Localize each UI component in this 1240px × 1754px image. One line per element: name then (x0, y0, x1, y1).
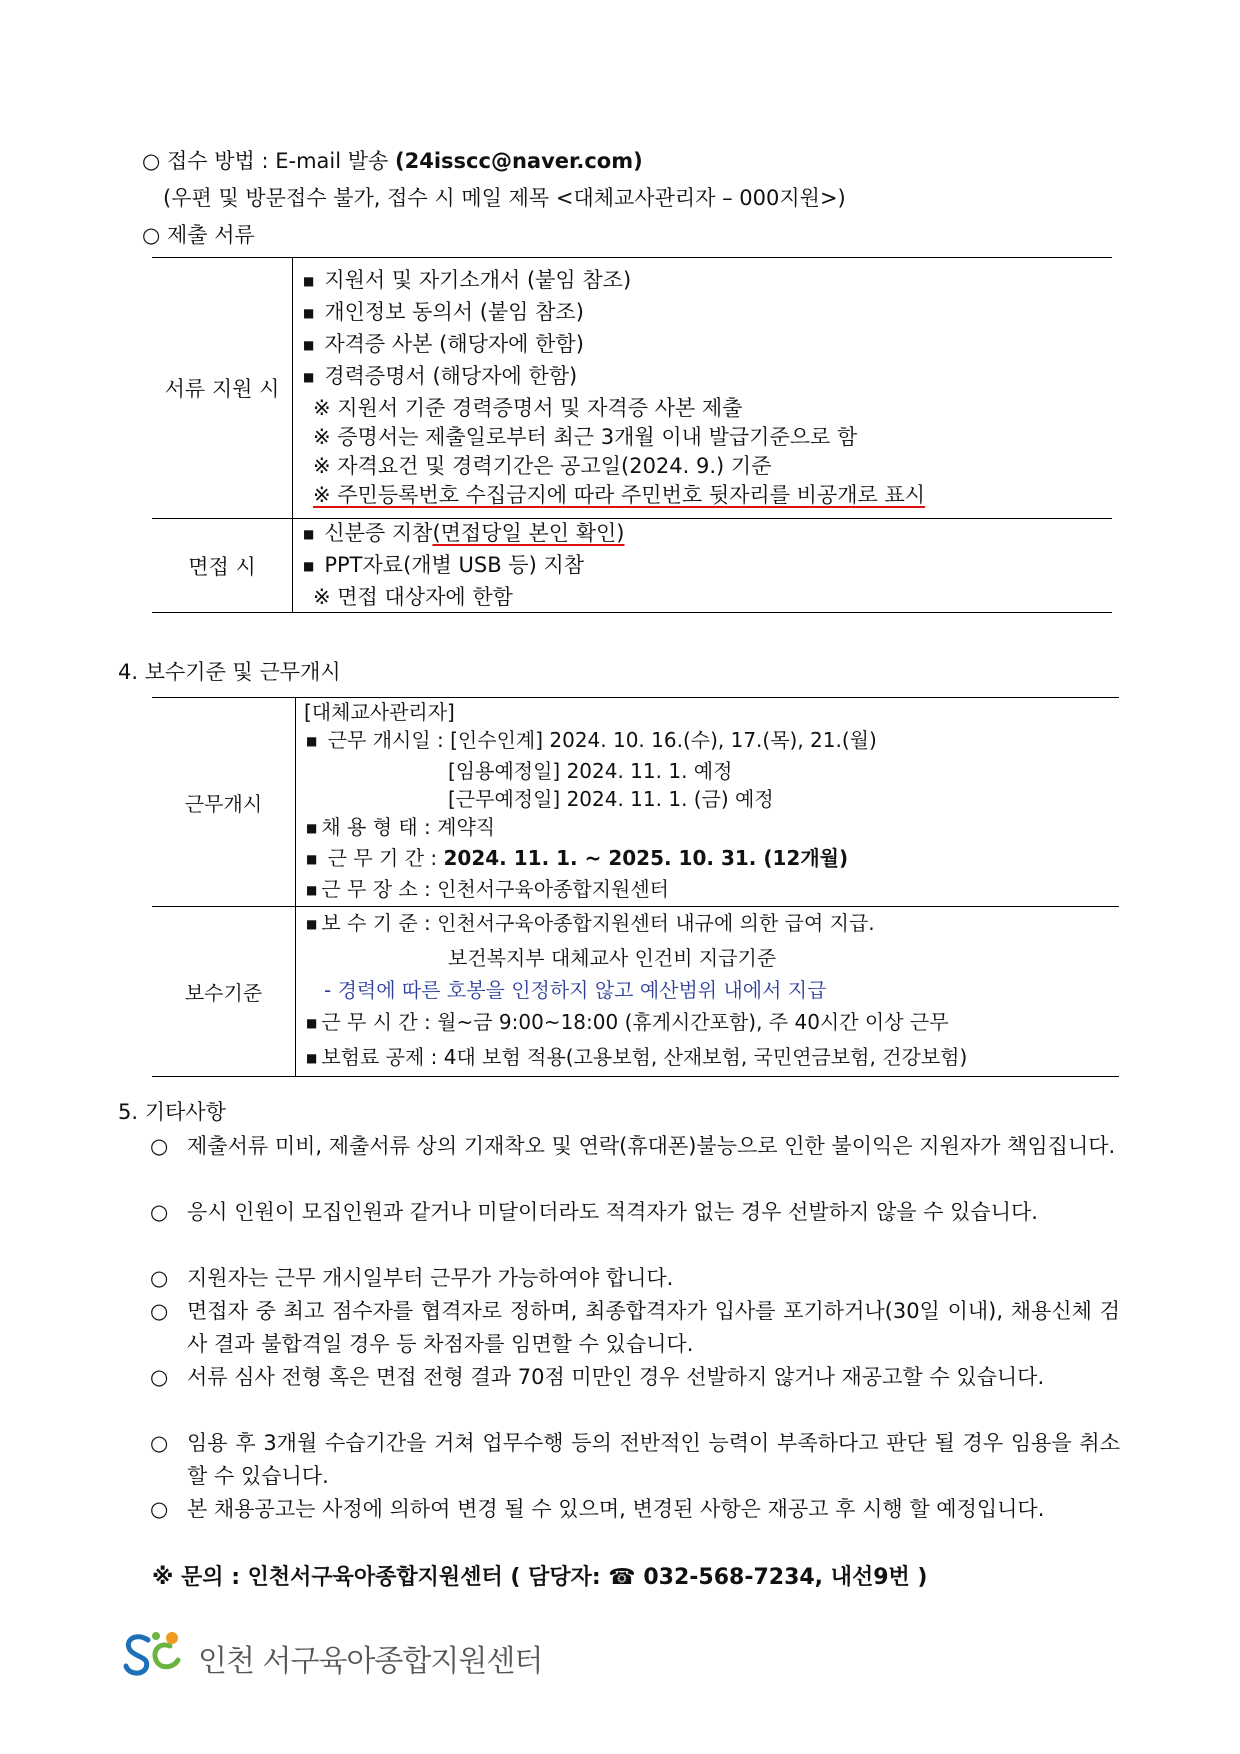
application-note: (우편 및 방문접수 불가, 접수 시 메일 제목 <대체교사관리자 – 000지원>) (163, 186, 846, 210)
work-place: ■ 근 무 장 소 : 인천서구육아종합지원센터 (296, 875, 1119, 906)
emp-type: ■ 채 용 형 태 : 계약직 (296, 813, 1119, 844)
start-date-2: [임용예정일] 2024. 11. 1. 예정 (448, 759, 733, 783)
section4-heading: 4. 보수기준 및 근무개시 (118, 660, 341, 684)
section5-heading: 5. 기타사항 (118, 1100, 226, 1124)
docs-heading: ○ 제출 서류 (142, 223, 255, 247)
period-row: ■ 근 무 기 간 : 2024. 11. 1. ~ 2025. 10. 31. (12개월) (296, 844, 1119, 875)
interview-item: ■ 신분증 지참(면접당일 본인 확인) (293, 519, 1112, 551)
email-address: (24isscc@naver.com) (395, 149, 643, 173)
pay-label: 보수기준 (152, 907, 296, 1077)
org-logo-icon (120, 1628, 192, 1678)
doc-note: ※ 증명서는 제출일로부터 최근 3개월 이내 발급기준으로 함 (313, 425, 858, 449)
start-date-row: ■ 근무 개시일 : [인수인계] 2024. 10. 16.(수), 17.(목), 21.(월) (296, 726, 1119, 757)
doc-item: ■ 개인정보 동의서 (붙임 참조) (293, 298, 1112, 330)
interview-item: ■ PPT자료(개별 USB 등) 지참 (293, 551, 1112, 583)
misc-item: ○ 임용 후 3개월 수습기간을 거쳐 업무수행 등의 전반적인 능력이 부족하다고 판단 될 경우 임용을 취소할 수 있습니다. (150, 1431, 1120, 1488)
interview-note: ※ 면접 대상자에 한함 (313, 585, 513, 609)
interview-label: 면접 시 (152, 519, 293, 613)
work-hours: ■ 근 무 시 간 : 월~금 9:00~18:00 (휴게시간포함), 주 40시간 이상 근무 (296, 1006, 1119, 1041)
misc-item: ○ 응시 인원이 모집인원과 같거나 미달이더라도 적격자가 없는 경우 선발하지 않을 수 있습니다. (150, 1200, 1038, 1224)
footer-logo (120, 1628, 543, 1679)
misc-item: ○ 면접자 중 최고 점수자를 협격자로 정하며, 최종합격자가 입사를 포기하거나(30일 이내), 채용신체 검사 결과 불합격일 경우 등 차점자를 임면할 수 있습니다. (150, 1299, 1120, 1356)
misc-item: ○ 지원자는 근무 개시일부터 근무가 가능하여야 합니다. (150, 1266, 674, 1290)
doc-note: ※ 자격요건 및 경력기간은 공고일(2024. 9.) 기준 (313, 454, 772, 478)
insurance: ■ 보험료 공제 : 4대 보험 적용(고용보험, 산재보험, 국민연금보험, 건강보험) (296, 1041, 1119, 1076)
role: [대체교사관리자] (304, 700, 455, 724)
doc-item: ■ 경력증명서 (해당자에 한함) (293, 362, 1112, 394)
doc-item: ■ 자격증 사본 (해당자에 한함) (293, 330, 1112, 362)
doc-note-underlined: ※ 주민등록번호 수집금지에 따라 주민번호 뒷자리를 비공개로 표시 (313, 483, 926, 507)
pay-note: - 경력에 따른 호봉을 인정하지 않고 예산범위 내에서 지급 (324, 978, 827, 1002)
pay-std-2: 보건복지부 대체교사 인건비 지급기준 (448, 946, 777, 970)
doc-item: ■ 지원서 및 자기소개서 (붙임 참조) (293, 266, 1112, 298)
start-label: 근무개시 (152, 698, 296, 907)
pay-std-1: ■ 보 수 기 준 : 인천서구육아종합지원센터 내규에 의한 급여 지급. (296, 907, 1119, 942)
application-method (142, 145, 643, 175)
misc-item: ○ 본 채용공고는 사정에 의하여 변경 될 수 있으며, 변경된 사항은 재공고 후 시행 할 예정입니다. (150, 1497, 1045, 1521)
org-name: 인천 서구육아종합지원센터 (198, 1644, 543, 1679)
pay-table (152, 697, 1119, 1077)
method-label: ○ 접수 방법 : E-mail 발송 (142, 149, 389, 173)
doc-note: ※ 지원서 기준 경력증명서 및 자격증 사본 제출 (313, 396, 743, 420)
misc-item: ○ 제출서류 미비, 제출서류 상의 기재착오 및 연락(휴대폰)불능으로 인한 불이익은 지원자가 책임집니다. (150, 1134, 1116, 1158)
misc-item: ○ 서류 심사 전형 혹은 면접 전형 결과 70점 미만인 경우 선발하지 않거나 재공고할 수 있습니다. (150, 1365, 1045, 1389)
docs-table (152, 257, 1112, 613)
start-date-3: [근무예정일] 2024. 11. 1. (금) 예정 (448, 787, 774, 811)
doc-label: 서류 지원 시 (152, 258, 293, 519)
contact-info: ※ 문의 : 인천서구육아종합지원센터 ( 담당자: ☎ 032-568-7234, 내선9번 ) (152, 1565, 928, 1590)
